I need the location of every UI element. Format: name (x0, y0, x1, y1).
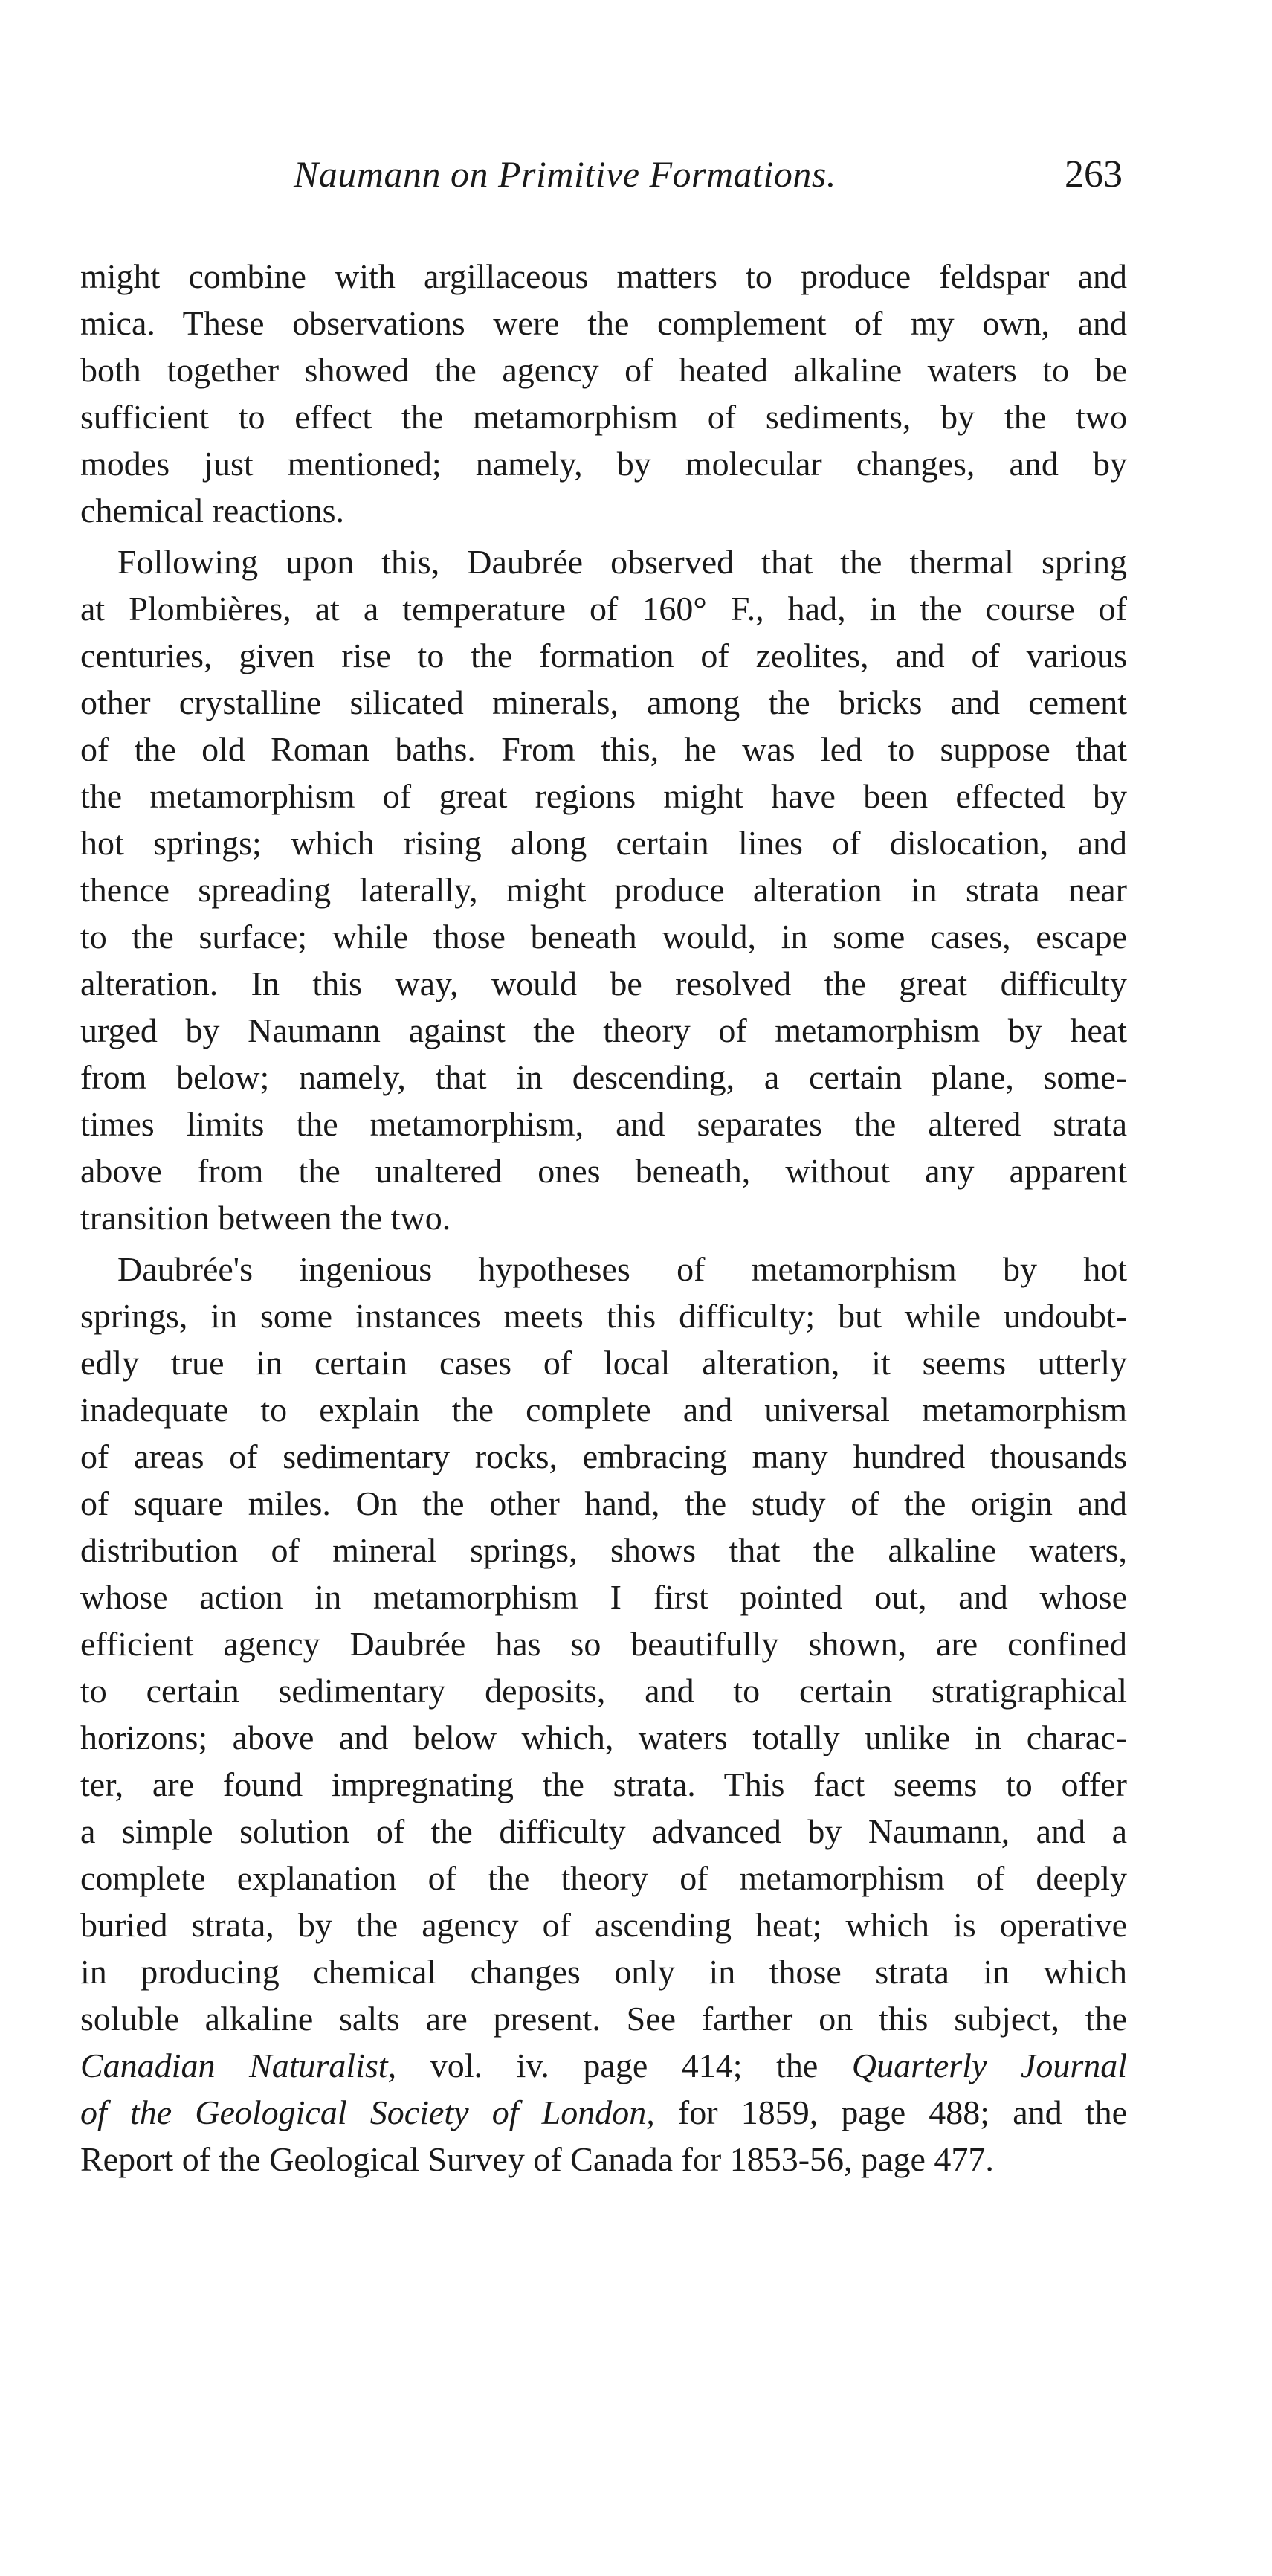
text-line: chemical reactions. (80, 492, 345, 529)
text-line: at Plombières, at a temperature of 160° F., had, in the course of (80, 590, 1127, 628)
text-line: mica. These observations were the complement of my own, and (80, 304, 1127, 342)
text-line: above from the unaltered ones beneath, without any apparent (80, 1152, 1127, 1190)
text-line: distribution of mineral springs, shows that the alkaline waters, (80, 1531, 1127, 1569)
text-line: to the surface; while those beneath would, in some cases, escape (80, 918, 1127, 956)
text-line: whose action in metamorphism I first pointed out, and whose (80, 1578, 1127, 1616)
text-line: springs, in some instances meets this difficulty; but while undoubt- (80, 1297, 1127, 1335)
text-line: efficient agency Daubrée has so beautifully shown, are confined (80, 1625, 1127, 1663)
running-head (82, 152, 1123, 205)
text-line: transition between the two. (80, 1199, 451, 1237)
body-text (80, 253, 1127, 2183)
text-line: both together showed the agency of heated alkaline waters to be (80, 351, 1127, 389)
text-line: the metamorphism of great regions might have been effected by (80, 777, 1127, 815)
paragraph-3 (80, 1246, 1127, 2183)
paragraph-1 (80, 253, 1127, 534)
text-line: alteration. In this way, would be resolved the great difficulty (80, 965, 1127, 1002)
text-line: times limits the metamorphism, and separates the altered strata (80, 1105, 1127, 1143)
text-line: Following upon this, Daubrée observed that the thermal spring (117, 543, 1127, 581)
text-line: buried strata, by the agency of ascending heat; which is operative (80, 1906, 1127, 1944)
text-line: Daubrée's ingenious hypotheses of metamorphism by hot (117, 1250, 1127, 1288)
journal-title-geological-society: of the Geological Society of London, (80, 2093, 655, 2131)
paragraph-2 (80, 538, 1127, 1241)
citation-text: for 1859, page 488; and the (654, 2093, 1127, 2131)
text-line: edly true in certain cases of local alteration, it seems utterly (80, 1344, 1127, 1382)
citation-text: vol. iv. page 414; the (396, 2047, 852, 2084)
text-line: sufficient to effect the metamorphism of sediments, by the two (80, 398, 1127, 436)
text-line: other crystalline silicated minerals, among the bricks and cement (80, 683, 1127, 721)
running-title: Naumann on Primitive Formations. (294, 153, 836, 195)
text-line: ter, are found impregnating the strata. This fact seems to offer (80, 1765, 1127, 1803)
text-line: from below; namely, that in descending, a certain plane, some- (80, 1058, 1127, 1096)
page-number: 263 (1065, 153, 1123, 196)
text-line: might combine with argillaceous matters to produce feldspar and (80, 257, 1127, 295)
text-line: of square miles. On the other hand, the study of the origin and (80, 1484, 1127, 1522)
text-line: soluble alkaline salts are present. See farther on this subject, the (80, 2000, 1127, 2038)
text-line: inadequate to explain the complete and universal metamorphism (80, 1391, 1127, 1429)
text-line: in producing chemical changes only in those strata in which (80, 1953, 1127, 1991)
citation-line-2 (80, 2089, 1127, 2136)
text-line: to certain sedimentary deposits, and to certain stratigraphical (80, 1672, 1127, 1710)
journal-title-quarterly-journal: Quarterly Journal (851, 2047, 1128, 2084)
citation-line-1 (80, 2042, 1127, 2089)
text-line: modes just mentioned; namely, by molecular changes, and by (80, 445, 1127, 483)
citation-final-line: Report of the Geological Survey of Canada for 1853-56, page 477. (80, 2140, 994, 2178)
text-line: hot springs; which rising along certain lines of dislocation, and (80, 824, 1127, 862)
text-line: horizons; above and below which, waters totally unlike in charac- (80, 1719, 1127, 1756)
text-line: complete explanation of the theory of metamorphism of deeply (80, 1859, 1127, 1897)
text-line: of the old Roman baths. From this, he was led to suppose that (80, 730, 1127, 768)
text-line: a simple solution of the difficulty advanced by Naumann, and a (80, 1812, 1127, 1850)
text-line: thence spreading laterally, might produce alteration in strata near (80, 871, 1127, 909)
text-line: centuries, given rise to the formation of zeolites, and of various (80, 637, 1127, 674)
text-line: urged by Naumann against the theory of metamorphism by heat (80, 1011, 1127, 1049)
journal-title-canadian-naturalist: Canadian Naturalist, (80, 2047, 397, 2084)
text-line: of areas of sedimentary rocks, embracing many hundred thousands (80, 1437, 1127, 1475)
